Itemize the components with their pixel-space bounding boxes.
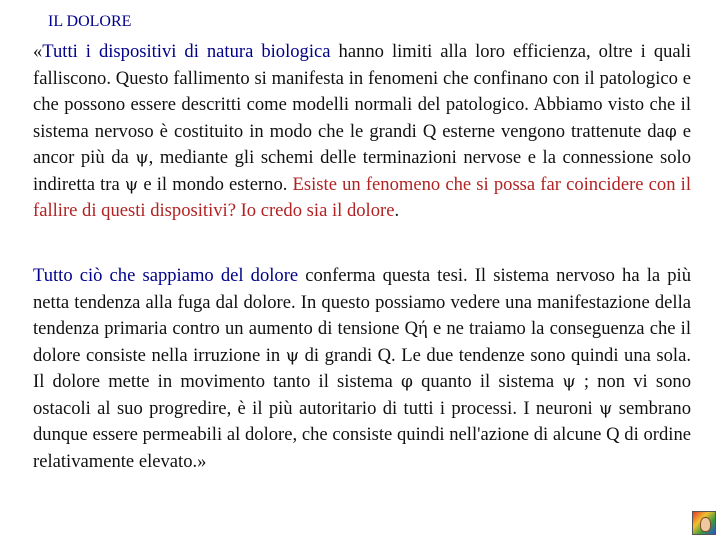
phi-symbol: φ xyxy=(664,121,677,142)
paragraph-2 xyxy=(33,263,691,475)
psi-symbol: ψ xyxy=(124,174,139,195)
paragraph-2-text-a: conferma questa tesi. Il sistema nervoso ha la più netta tendenza alla fuga dal dolore. In questo possiamo vedere una manifestazione della tendenza primaria contro un aumento di tensione Qή e ne traiamo la conseguenza che il dolore consiste nella irruzione in xyxy=(33,265,691,366)
paragraph-1-text-b: e ancor più da xyxy=(33,120,691,168)
psi-symbol: ψ xyxy=(562,372,576,392)
paragraph-1-text-c: , mediante gli schemi delle terminazioni nervose e la connessione solo indiretta tra xyxy=(33,147,691,195)
portrait-face xyxy=(700,517,711,532)
red-question: Esiste un fenomeno che si possa far coincidere con il fallire di questi dispositivi? Io credo sia il dolore xyxy=(33,173,691,221)
paragraph-2-text-e: sembrano dunque essere permeabili al dolore, che consiste quindi nell'azione di alcune Q di ordine relativamente elevato.» xyxy=(33,397,691,472)
page-title: IL DOLORE xyxy=(48,13,132,30)
paragraph-2-text-d: ; non vi sono ostacoli al suo progredire, è il più autoritario di tutti i processi. I neuroni xyxy=(33,371,691,419)
paragraph-1 xyxy=(33,39,691,225)
paragraph-2-text-b: di grandi Q. Le due tendenze sono quindi una sola. Il dolore mette in movimento tanto il sistema xyxy=(33,344,691,392)
highlight-phrase-1: Tutti i dispositivi di natura biologica xyxy=(42,41,331,62)
phi-symbol: φ xyxy=(401,372,413,392)
paragraph-1-end: . xyxy=(394,200,400,221)
psi-symbol: ψ xyxy=(135,148,149,168)
psi-symbol: ψ xyxy=(285,345,300,366)
psi-symbol: ψ xyxy=(599,398,613,419)
highlight-phrase-2: Tutto ciò che sappiamo del dolore xyxy=(33,265,299,286)
paragraph-1-text: hanno limiti alla loro efficienza, oltre i quali falliscono. Questo fallimento si manifesta in fenomeni che confinano con il patologico e che possono essere descritti come modelli normali del patologico. Abbiamo visto che il sistema nervoso è costituito in modo che le grandi Q esterne vengono trattenute da xyxy=(33,41,691,142)
portrait-icon[interactable] xyxy=(692,511,716,535)
paragraph-1-text-d: e il mondo esterno. xyxy=(138,173,293,195)
open-quote: « xyxy=(33,41,43,62)
paragraph-2-text-c: quanto il sistema xyxy=(412,371,563,392)
